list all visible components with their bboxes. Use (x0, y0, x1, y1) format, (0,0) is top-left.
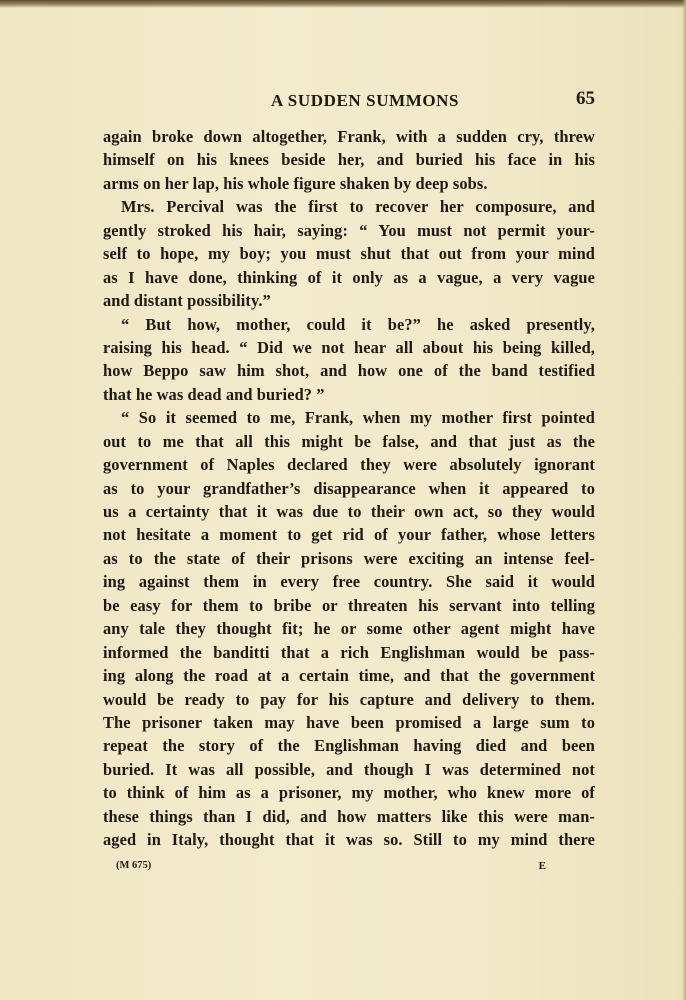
text-line: how Beppo saw him shot, and how one of the band testified (103, 361, 595, 381)
page-right-shadow (682, 0, 686, 1000)
text-line: The prisoner taken may have been promised a large sum to (103, 712, 595, 732)
text-line: ing against them in every free country. She said it would (103, 572, 595, 592)
text-line: aged in Italy, thought that it was so. Still to my mind there (103, 830, 595, 850)
text-line: and distant possibility.” (103, 291, 271, 311)
text-line: arms on her lap, his whole figure shaken by deep sobs. (103, 173, 488, 193)
signature-letter: E (538, 860, 546, 872)
text-line: that he was dead and buried? ” (103, 384, 325, 404)
page-number: 65 (576, 88, 595, 109)
text-line: “ So it seemed to me, Frank, when my mother first pointed (121, 408, 595, 428)
text-line: government of Naples declared they were absolutely ignorant (103, 455, 595, 475)
running-head (103, 88, 595, 114)
text-line: raising his head. “ Did we not hear all about his being killed, (103, 337, 595, 357)
text-line: himself on his knees beside her, and buried his face in his (103, 150, 595, 170)
text-line: repeat the story of the Englishman having died and been (103, 736, 595, 756)
signature-code: (M 675) (116, 860, 152, 871)
page-footer (116, 858, 546, 878)
body-text (103, 125, 595, 852)
running-title: A SUDDEN SUMMONS (271, 91, 460, 110)
text-line: informed the banditti that a rich Englishman would be pass- (103, 642, 595, 662)
text-line: any tale they thought fit; he or some other agent might have (103, 619, 595, 639)
text-line: Mrs. Percival was the first to recover her composure, and (121, 197, 595, 217)
text-line: self to hope, my boy; you must shut that out from your mind (103, 244, 595, 264)
text-line: as I have done, thinking of it only as a vague, a very vague (103, 267, 595, 287)
text-line: ing along the road at a certain time, and that the government (103, 666, 595, 686)
text-line: not hesitate a moment to get rid of your father, whose letters (103, 525, 595, 545)
text-line: as to your grandfather’s disappearance when it appeared to (103, 478, 595, 498)
text-line: gently stroked his hair, saying: “ You must not permit your- (103, 220, 595, 240)
text-line: to think of him as a prisoner, my mother, who knew more of (103, 783, 595, 803)
text-line: again broke down altogether, Frank, with a sudden cry, threw (103, 127, 595, 146)
text-line: out to me that all this might be false, and that just as the (103, 431, 595, 451)
text-line: us a certainty that it was due to their own act, so they would (103, 502, 595, 521)
text-line: these things than I did, and how matters like this were man- (103, 806, 595, 826)
text-line: would be ready to pay for his capture and delivery to them. (103, 689, 595, 709)
text-line: as to the state of their prisons were exciting an intense feel- (103, 548, 595, 568)
text-line: be easy for them to bribe or threaten his servant into telling (103, 595, 595, 615)
text-line: “ But how, mother, could it be?” he asked presently, (121, 314, 595, 334)
page-top-shadow (0, 0, 686, 8)
text-line: buried. It was all possible, and though I was determined not (103, 759, 595, 779)
